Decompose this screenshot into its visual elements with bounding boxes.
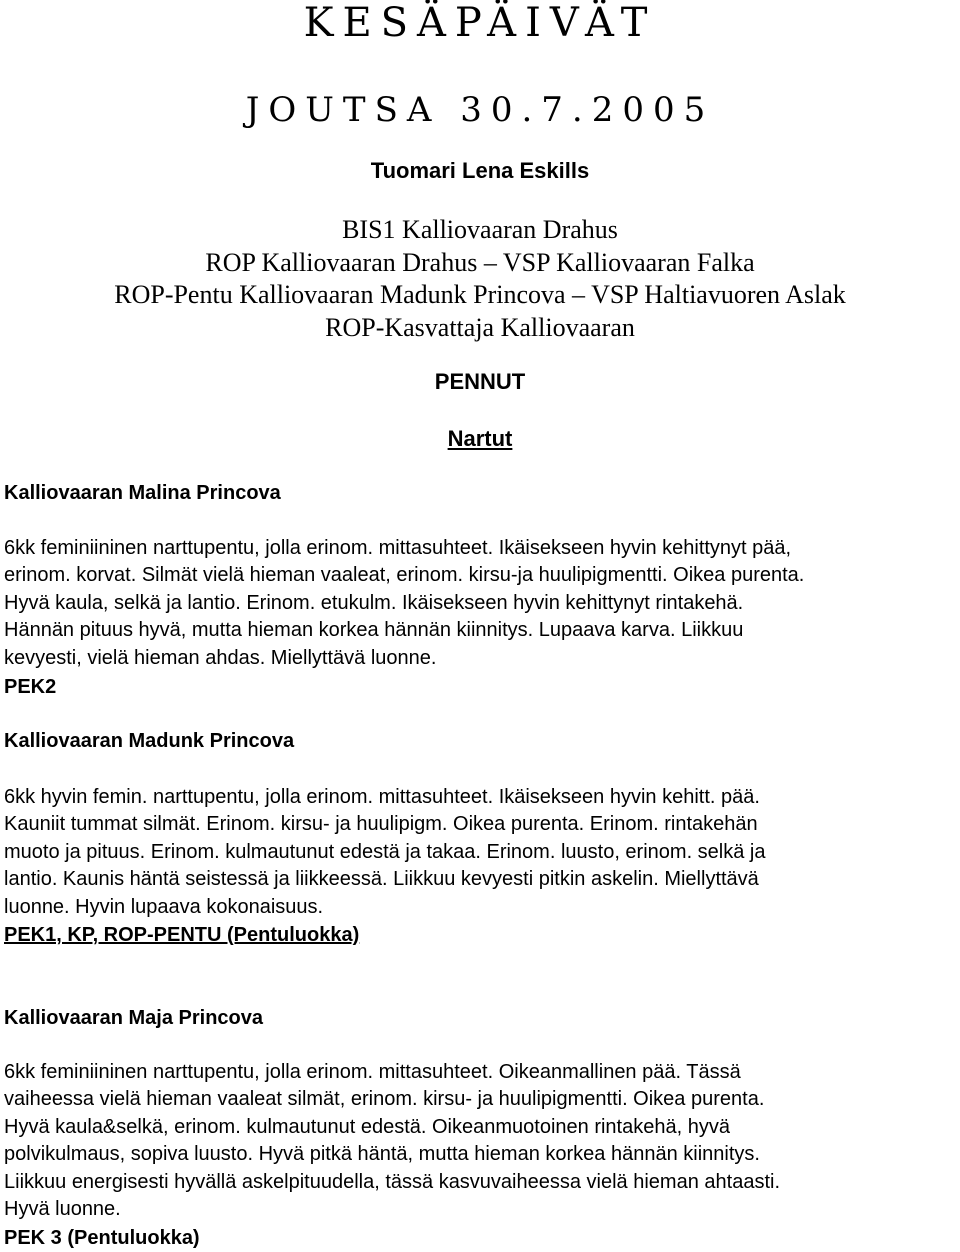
dog-critique <box>4 535 954 672</box>
dog-critique <box>4 784 954 921</box>
event-place-date: JOUTSA 30.7.2005 <box>245 90 715 130</box>
critique-line: polvikulmaus, sopiva luusto. Hyvä pitkä häntä, mutta hieman korkea hännän kiinnitys. <box>4 1143 760 1166</box>
critique-line: Hyvä luonne. <box>4 1198 121 1221</box>
award-line: ROP-Kasvattaja Kalliovaaran <box>325 312 635 342</box>
dog-result: PEK1, KP, ROP-PENTU (Pentuluokka) <box>4 924 360 946</box>
section-subheading: Nartut <box>447 426 513 451</box>
dog-result: PEK 3 (Pentuluokka) <box>4 1227 200 1249</box>
dog-name: Kalliovaaran Maja Princova <box>4 1007 264 1029</box>
critique-line: Kauniit tummat silmät. Erinom. kirsu- ja huulipigm. Oikea purenta. Erinom. rintakehän <box>4 813 758 836</box>
critique-line: erinom. korvat. Silmät vielä hieman vaaleat, erinom. kirsu-ja huulipigmentti. Oikea purenta. <box>4 564 805 587</box>
awards-block <box>0 214 960 344</box>
critique-line: luonne. Hyvin lupaava kokonaisuus. <box>4 895 324 918</box>
critique-line: Hyvä kaula&selkä, erinom. kulmautunut edestä. Oikeanmuotoinen rintakehä, hyvä <box>4 1115 730 1138</box>
page-title: KESÄPÄIVÄT <box>303 0 657 46</box>
dog-name: Kalliovaaran Malina Princova <box>4 482 281 504</box>
dog-critique <box>4 1059 954 1223</box>
critique-line: 6kk feminiininen narttupentu, jolla erinom. mittasuhteet. Oikeanmallinen pää. Tässä <box>4 1061 741 1083</box>
critique-line: vaiheessa vielä hieman vaaleat silmät, erinom. kirsu- ja huulipigmentti. Oikea purenta. <box>4 1088 765 1111</box>
critique-line: lantio. Kaunis häntä seistessä ja liikkeessä. Liikkuu kevyesti pitkin askelin. Miellyttävä <box>4 868 759 891</box>
critique-line: Hännän pituus hyvä, mutta hieman korkea hännän kiinnitys. Lupaava karva. Liikkuu <box>4 619 744 642</box>
critique-line: 6kk hyvin femin. narttupentu, jolla erinom. mittasuhteet. Ikäisekseen hyvin kehitt. pää. <box>4 786 760 808</box>
critique-line: kevyesti, vielä hieman ahdas. Miellyttävä luonne. <box>4 646 437 669</box>
award-line: BIS1 Kalliovaaran Drahus <box>342 215 618 244</box>
dog-name: Kalliovaaran Madunk Princova <box>4 730 295 752</box>
section-heading: PENNUT <box>434 369 526 394</box>
critique-line: muoto ja pituus. Erinom. kulmautunut edestä ja takaa. Erinom. luusto, erinom. selkä ja <box>4 840 766 863</box>
judge-line: Tuomari Lena Eskills <box>370 158 590 183</box>
dog-result: PEK2 <box>4 676 57 698</box>
critique-line: Hyvä kaula, selkä ja lantio. Erinom. etukulm. Ikäisekseen hyvin kehittynyt rintakehä. <box>4 591 744 614</box>
critique-line: 6kk feminiininen narttupentu, jolla erinom. mittasuhteet. Ikäisekseen hyvin kehittynyt pää, <box>4 537 792 559</box>
award-line: ROP Kalliovaaran Drahus – VSP Kalliovaaran Falka <box>205 247 755 277</box>
award-line: ROP-Pentu Kalliovaaran Madunk Princova – VSP Haltiavuoren Aslak <box>114 280 846 309</box>
critique-line: Liikkuu energisesti hyvällä askelpituudella, tässä kasvuvaiheessa vielä hieman ahtaasti. <box>4 1170 780 1193</box>
